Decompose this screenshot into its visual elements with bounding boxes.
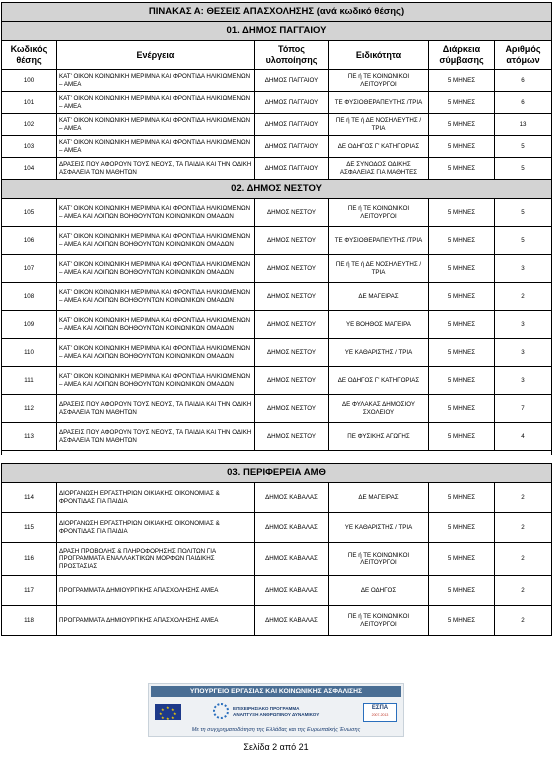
specialty-cell: ΠΕ ΦΥΣΙΚΗΣ ΑΓΩΓΗΣ [329,423,429,451]
duration-cell: 5 ΜΗΝΕΣ [429,136,495,158]
eu-flag-icon: ★ ★ ★ ★ ★ ★ ★ ★ [155,704,181,720]
persons-cell: 2 [495,606,552,636]
duration-cell: 5 ΜΗΝΕΣ [429,339,495,367]
action-cell: ΔΡΑΣΗ ΠΡΟΒΟΛΗΣ & ΠΛΗΡΟΦΟΡΗΣΗΣ ΠΟΛΙΤΩΝ ΓΙΑ ΠΡΟΓΡΑΜΜΑΤΑ ΕΝΑΛΛΑΚΤΙΚΩΝ ΜΟΡΦΩΝ ΠΑΙΔΙΚΗΣ ΠΡΟΣΤΑΣΙΑΣ [57,543,255,576]
location-cell: ΔΗΜΟΣ ΝΕΣΤΟΥ [255,255,329,283]
position-code: 111 [2,367,57,395]
action-cell: ΔΡΑΣΕΙΣ ΠΟΥ ΑΦΟΡΟΥΝ ΤΟΥΣ ΝΕΟΥΣ, ΤΑ ΠΑΙΔΙΑ ΚΑΙ ΤΗΝ ΟΔΙΚΗ ΑΣΦΑΛΕΙΑ ΤΩΝ ΜΑΘΗΤΩΝ [57,423,255,451]
persons-cell: 5 [495,199,552,227]
programme-logo [213,702,333,722]
table-row [2,199,552,227]
position-code: 100 [2,70,57,92]
persons-cell: 2 [495,483,552,513]
location-cell: ΔΗΜΟΣ ΚΑΒΑΛΑΣ [255,606,329,636]
location-cell: ΔΗΜΟΣ ΚΑΒΑΛΑΣ [255,483,329,513]
persons-cell: 5 [495,136,552,158]
persons-cell: 2 [495,513,552,543]
specialty-cell: ΥΕ ΚΑΘΑΡΙΣΤΗΣ / ΤΡΙΑ [329,513,429,543]
persons-cell: 13 [495,114,552,136]
duration-cell: 5 ΜΗΝΕΣ [429,114,495,136]
location-cell: ΔΗΜΟΣ ΝΕΣΤΟΥ [255,339,329,367]
table-row [2,283,552,311]
specialty-cell: ΔΕ ΟΔΗΓΟΣ Γ' ΚΑΤΗΓΟΡΙΑΣ [329,136,429,158]
position-code: 116 [2,543,57,576]
duration-cell: 5 ΜΗΝΕΣ [429,606,495,636]
action-cell: ΔΡΑΣΕΙΣ ΠΟΥ ΑΦΟΡΟΥΝ ΤΟΥΣ ΝΕΟΥΣ, ΤΑ ΠΑΙΔΙΑ ΚΑΙ ΤΗΝ ΟΔΙΚΗ ΑΣΦΑΛΕΙΑ ΤΩΝ ΜΑΘΗΤΩΝ [57,158,255,180]
action-cell: ΚΑΤ' ΟΙΚΟΝ ΚΟΙΝΩΝΙΚΗ ΜΕΡΙΜΝΑ ΚΑΙ ΦΡΟΝΤΙΔΑ ΗΛΙΚΙΩΜΕΝΩΝ – ΑΜΕΑ [57,70,255,92]
persons-cell: 6 [495,70,552,92]
persons-cell: 3 [495,255,552,283]
location-cell: ΔΗΜΟΣ ΝΕΣΤΟΥ [255,423,329,451]
header-row [2,41,552,70]
section-title-row [2,22,552,41]
specialty-cell: ΔΕ ΟΔΗΓΟΣ Γ' ΚΑΤΗΓΟΡΙΑΣ [329,367,429,395]
position-code: 109 [2,311,57,339]
location-cell: ΔΗΜΟΣ ΚΑΒΑΛΑΣ [255,543,329,576]
action-cell: ΚΑΤ' ΟΙΚΟΝ ΚΟΙΝΩΝΙΚΗ ΜΕΡΙΜΝΑ ΚΑΙ ΦΡΟΝΤΙΔΑ ΗΛΙΚΙΩΜΕΝΩΝ – ΑΜΕΑ ΚΑΙ ΛΟΙΠΩΝ ΒΟΗΘΟΥΝΤΩΝ ΚΟΙΝΩΝΙΚΩΝ ΟΜΑΔΩΝ [57,255,255,283]
section-title: 01. ΔΗΜΟΣ ΠΑΓΓΑΙΟΥ [2,22,552,41]
location-cell: ΔΗΜΟΣ ΚΑΒΑΛΑΣ [255,513,329,543]
persons-cell: 2 [495,543,552,576]
location-cell: ΔΗΜΟΣ ΠΑΓΓΑΙΟΥ [255,158,329,180]
duration-cell: 5 ΜΗΝΕΣ [429,543,495,576]
programme-emblem-icon [213,703,229,719]
table-row [2,576,552,606]
duration-cell: 5 ΜΗΝΕΣ [429,367,495,395]
location-cell: ΔΗΜΟΣ ΠΑΓΓΑΙΟΥ [255,136,329,158]
position-code: 117 [2,576,57,606]
table-row [2,158,552,180]
espa-years: 2007-2013 [371,713,389,717]
specialty-cell: ΔΕ ΦΥΛΑΚΑΣ ΔΗΜΟΣΙΟΥ ΣΧΟΛΕΙΟΥ [329,395,429,423]
position-code: 104 [2,158,57,180]
action-cell: ΚΑΤ' ΟΙΚΟΝ ΚΟΙΝΩΝΙΚΗ ΜΕΡΙΜΝΑ ΚΑΙ ΦΡΟΝΤΙΔΑ ΗΛΙΚΙΩΜΕΝΩΝ – ΑΜΕΑ ΚΑΙ ΛΟΙΠΩΝ ΒΟΗΘΟΥΝΤΩΝ ΚΟΙΝΩΝΙΚΩΝ ΟΜΑΔΩΝ [57,283,255,311]
position-code: 110 [2,339,57,367]
duration-cell: 5 ΜΗΝΕΣ [429,70,495,92]
table-row [2,423,552,451]
duration-cell: 5 ΜΗΝΕΣ [429,92,495,114]
table-row [2,311,552,339]
header-code: Κωδικός θέσης [2,41,57,70]
header-location: Τόπος υλοποίησης [255,41,329,70]
duration-cell: 5 ΜΗΝΕΣ [429,158,495,180]
location-cell: ΔΗΜΟΣ ΠΑΓΓΑΙΟΥ [255,70,329,92]
action-cell: ΚΑΤ' ΟΙΚΟΝ ΚΟΙΝΩΝΙΚΗ ΜΕΡΙΜΝΑ ΚΑΙ ΦΡΟΝΤΙΔΑ ΗΛΙΚΙΩΜΕΝΩΝ – ΑΜΕΑ ΚΑΙ ΛΟΙΠΩΝ ΒΟΗΘΟΥΝΤΩΝ ΚΟΙΝΩΝΙΚΩΝ ΟΜΑΔΩΝ [57,311,255,339]
duration-cell: 5 ΜΗΝΕΣ [429,423,495,451]
table-row [2,483,552,513]
action-cell: ΚΑΤ' ΟΙΚΟΝ ΚΟΙΝΩΝΙΚΗ ΜΕΡΙΜΝΑ ΚΑΙ ΦΡΟΝΤΙΔΑ ΗΛΙΚΙΩΜΕΝΩΝ – ΑΜΕΑ [57,114,255,136]
table-row [2,70,552,92]
position-code: 106 [2,227,57,255]
cofinancing-text: Με τη συγχρηματοδότηση της Ελλάδας και της Ευρωπαϊκής Ένωσης [191,727,361,733]
specialty-cell: ΠΕ ή ΤΕ ή ΔΕ ΝΟΣΗΛΕΥΤΗΣ / ΤΡΙΑ [329,255,429,283]
gap-cell [2,455,552,464]
position-code: 108 [2,283,57,311]
position-code: 113 [2,423,57,451]
position-code: 105 [2,199,57,227]
specialty-cell: ΠΕ ή ΤΕ ΚΟΙΝΩΝΙΚΟΙ ΛΕΙΤΟΥΡΓΟΙ [329,543,429,576]
specialty-cell: ΔΕ ΟΔΗΓΟΣ [329,576,429,606]
duration-cell: 5 ΜΗΝΕΣ [429,255,495,283]
specialty-cell: ΔΕ ΣΥΝΟΔΟΣ ΟΔΙΚΗΣ ΑΣΦΑΛΕΙΑΣ ΓΙΑ ΜΑΘΗΤΕΣ [329,158,429,180]
duration-cell: 5 ΜΗΝΕΣ [429,483,495,513]
position-code: 103 [2,136,57,158]
header-specialty: Ειδικότητα [329,41,429,70]
header-duration: Διάρκεια σύμβασης [429,41,495,70]
location-cell: ΔΗΜΟΣ ΚΑΒΑΛΑΣ [255,576,329,606]
table-row [2,136,552,158]
table-row [2,367,552,395]
location-cell: ΔΗΜΟΣ ΝΕΣΤΟΥ [255,311,329,339]
table-title-row [2,3,552,22]
specialty-cell: ΥΕ ΚΑΘΑΡΙΣΤΗΣ / ΤΡΙΑ [329,339,429,367]
persons-cell: 5 [495,158,552,180]
persons-cell: 4 [495,423,552,451]
espa-logo [363,703,397,722]
specialty-cell: ΠΕ ή ΤΕ ΚΟΙΝΩΝΙΚΟΙ ΛΕΙΤΟΥΡΓΟΙ [329,70,429,92]
specialty-cell: ΤΕ ΦΥΣΙΟΘΕΡΑΠΕΥΤΗΣ /ΤΡΙΑ [329,227,429,255]
position-code: 112 [2,395,57,423]
duration-cell: 5 ΜΗΝΕΣ [429,395,495,423]
table-row [2,606,552,636]
persons-cell: 3 [495,339,552,367]
programme-line-2: ΑΝΑΠΤΥΞΗ ΑΝΘΡΩΠΙΝΟΥ ΔΥΝΑΜΙΚΟΥ [233,711,320,717]
action-cell: ΚΑΤ' ΟΙΚΟΝ ΚΟΙΝΩΝΙΚΗ ΜΕΡΙΜΝΑ ΚΑΙ ΦΡΟΝΤΙΔΑ ΗΛΙΚΙΩΜΕΝΩΝ – ΑΜΕΑ [57,92,255,114]
location-cell: ΔΗΜΟΣ ΝΕΣΤΟΥ [255,367,329,395]
position-code: 118 [2,606,57,636]
specialty-cell: ΠΕ ή ΤΕ ΚΟΙΝΩΝΙΚΟΙ ΛΕΙΤΟΥΡΓΟΙ [329,606,429,636]
table-row [2,114,552,136]
location-cell: ΔΗΜΟΣ ΝΕΣΤΟΥ [255,199,329,227]
action-cell: ΔΙΟΡΓΑΝΩΣΗ ΕΡΓΑΣΤΗΡΙΩΝ ΟΙΚΙΑΚΗΣ ΟΙΚΟΝΟΜΙΑΣ & ΦΡΟΝΤΙΔΑΣ ΓΙΑ ΠΑΙΔΙΑ [57,513,255,543]
table-row [2,255,552,283]
specialty-cell: ΤΕ ΦΥΣΙΟΘΕΡΑΠΕΥΤΗΣ /ΤΡΙΑ [329,92,429,114]
specialty-cell: ΥΕ ΒΟΗΘΟΣ ΜΑΓΕΙΡΑ [329,311,429,339]
duration-cell: 5 ΜΗΝΕΣ [429,227,495,255]
duration-cell: 5 ΜΗΝΕΣ [429,199,495,227]
persons-cell: 2 [495,576,552,606]
location-cell: ΔΗΜΟΣ ΠΑΓΓΑΙΟΥ [255,114,329,136]
positions-table [1,2,552,636]
location-cell: ΔΗΜΟΣ ΝΕΣΤΟΥ [255,227,329,255]
action-cell: ΠΡΟΓΡΑΜΜΑΤΑ ΔΗΜΙΟΥΡΓΙΚΗΣ ΑΠΑΣΧΟΛΗΣΗΣ ΑΜΕΑ [57,576,255,606]
table-row [2,543,552,576]
specialty-cell: ΠΕ ή ΤΕ ΚΟΙΝΩΝΙΚΟΙ ΛΕΙΤΟΥΡΓΟΙ [329,199,429,227]
cofinancing-logo-banner [148,683,404,737]
position-code: 102 [2,114,57,136]
espa-label: ΕΣΠΑ [371,705,389,711]
table-row [2,92,552,114]
action-cell: ΔΡΑΣΕΙΣ ΠΟΥ ΑΦΟΡΟΥΝ ΤΟΥΣ ΝΕΟΥΣ, ΤΑ ΠΑΙΔΙΑ ΚΑΙ ΤΗΝ ΟΔΙΚΗ ΑΣΦΑΛΕΙΑ ΤΩΝ ΜΑΘΗΤΩΝ [57,395,255,423]
position-code: 101 [2,92,57,114]
header-persons: Αριθμός ατόμων [495,41,552,70]
persons-cell: 7 [495,395,552,423]
action-cell: ΚΑΤ' ΟΙΚΟΝ ΚΟΙΝΩΝΙΚΗ ΜΕΡΙΜΝΑ ΚΑΙ ΦΡΟΝΤΙΔΑ ΗΛΙΚΙΩΜΕΝΩΝ – ΑΜΕΑ ΚΑΙ ΛΟΙΠΩΝ ΒΟΗΘΟΥΝΤΩΝ ΚΟΙΝΩΝΙΚΩΝ ΟΜΑΔΩΝ [57,199,255,227]
position-code: 115 [2,513,57,543]
duration-cell: 5 ΜΗΝΕΣ [429,576,495,606]
table-row [2,513,552,543]
section-title-row [2,180,552,199]
action-cell: ΚΑΤ' ΟΙΚΟΝ ΚΟΙΝΩΝΙΚΗ ΜΕΡΙΜΝΑ ΚΑΙ ΦΡΟΝΤΙΔΑ ΗΛΙΚΙΩΜΕΝΩΝ – ΑΜΕΑ ΚΑΙ ΛΟΙΠΩΝ ΒΟΗΘΟΥΝΤΩΝ ΚΟΙΝΩΝΙΚΩΝ ΟΜΑΔΩΝ [57,367,255,395]
action-cell: ΚΑΤ' ΟΙΚΟΝ ΚΟΙΝΩΝΙΚΗ ΜΕΡΙΜΝΑ ΚΑΙ ΦΡΟΝΤΙΔΑ ΗΛΙΚΙΩΜΕΝΩΝ – ΑΜΕΑ [57,136,255,158]
location-cell: ΔΗΜΟΣ ΝΕΣΤΟΥ [255,395,329,423]
section-title: 03. ΠΕΡΙΦΕΡΕΙΑ ΑΜΘ [2,464,552,483]
table-row [2,339,552,367]
programme-line-1: ΕΠΙΧΕΙΡΗΣΙΑΚΟ ΠΡΟΓΡΑΜΜΑ [233,706,300,711]
header-action: Ενέργεια [57,41,255,70]
location-cell: ΔΗΜΟΣ ΠΑΓΓΑΙΟΥ [255,92,329,114]
persons-cell: 2 [495,283,552,311]
page-number: Σελίδα 2 από 21 [243,742,309,752]
action-cell: ΔΙΟΡΓΑΝΩΣΗ ΕΡΓΑΣΤΗΡΙΩΝ ΟΙΚΙΑΚΗΣ ΟΙΚΟΝΟΜΙΑΣ & ΦΡΟΝΤΙΔΑΣ ΓΙΑ ΠΑΙΔΙΑ [57,483,255,513]
section-gap [2,455,552,464]
duration-cell: 5 ΜΗΝΕΣ [429,283,495,311]
specialty-cell: ΠΕ ή ΤΕ ή ΔΕ ΝΟΣΗΛΕΥΤΗΣ / ΤΡΙΑ [329,114,429,136]
action-cell: ΠΡΟΓΡΑΜΜΑΤΑ ΔΗΜΙΟΥΡΓΙΚΗΣ ΑΠΑΣΧΟΛΗΣΗΣ ΑΜΕΑ [57,606,255,636]
position-code: 107 [2,255,57,283]
action-cell: ΚΑΤ' ΟΙΚΟΝ ΚΟΙΝΩΝΙΚΗ ΜΕΡΙΜΝΑ ΚΑΙ ΦΡΟΝΤΙΔΑ ΗΛΙΚΙΩΜΕΝΩΝ – ΑΜΕΑ ΚΑΙ ΛΟΙΠΩΝ ΒΟΗΘΟΥΝΤΩΝ ΚΟΙΝΩΝΙΚΩΝ ΟΜΑΔΩΝ [57,227,255,255]
location-cell: ΔΗΜΟΣ ΝΕΣΤΟΥ [255,283,329,311]
section-title: 02. ΔΗΜΟΣ ΝΕΣΤΟΥ [2,180,552,199]
persons-cell: 3 [495,367,552,395]
position-code: 114 [2,483,57,513]
duration-cell: 5 ΜΗΝΕΣ [429,311,495,339]
table-row [2,227,552,255]
action-cell: ΚΑΤ' ΟΙΚΟΝ ΚΟΙΝΩΝΙΚΗ ΜΕΡΙΜΝΑ ΚΑΙ ΦΡΟΝΤΙΔΑ ΗΛΙΚΙΩΜΕΝΩΝ – ΑΜΕΑ ΚΑΙ ΛΟΙΠΩΝ ΒΟΗΘΟΥΝΤΩΝ ΚΟΙΝΩΝΙΚΩΝ ΟΜΑΔΩΝ [57,339,255,367]
specialty-cell: ΔΕ ΜΑΓΕΙΡΑΣ [329,483,429,513]
specialty-cell: ΔΕ ΜΑΓΕΙΡΑΣ [329,283,429,311]
section-title-row [2,464,552,483]
persons-cell: 5 [495,227,552,255]
duration-cell: 5 ΜΗΝΕΣ [429,513,495,543]
persons-cell: 6 [495,92,552,114]
table-title: ΠΙΝΑΚΑΣ Α: ΘΕΣΕΙΣ ΑΠΑΣΧΟΛΗΣΗΣ (ανά κωδικό θέσης) [2,3,552,22]
persons-cell: 3 [495,311,552,339]
ministry-title: ΥΠΟΥΡΓΕΙΟ ΕΡΓΑΣΙΑΣ ΚΑΙ ΚΟΙΝΩΝΙΚΗΣ ΑΣΦΑΛΙΣΗΣ [151,686,401,697]
table-row [2,395,552,423]
